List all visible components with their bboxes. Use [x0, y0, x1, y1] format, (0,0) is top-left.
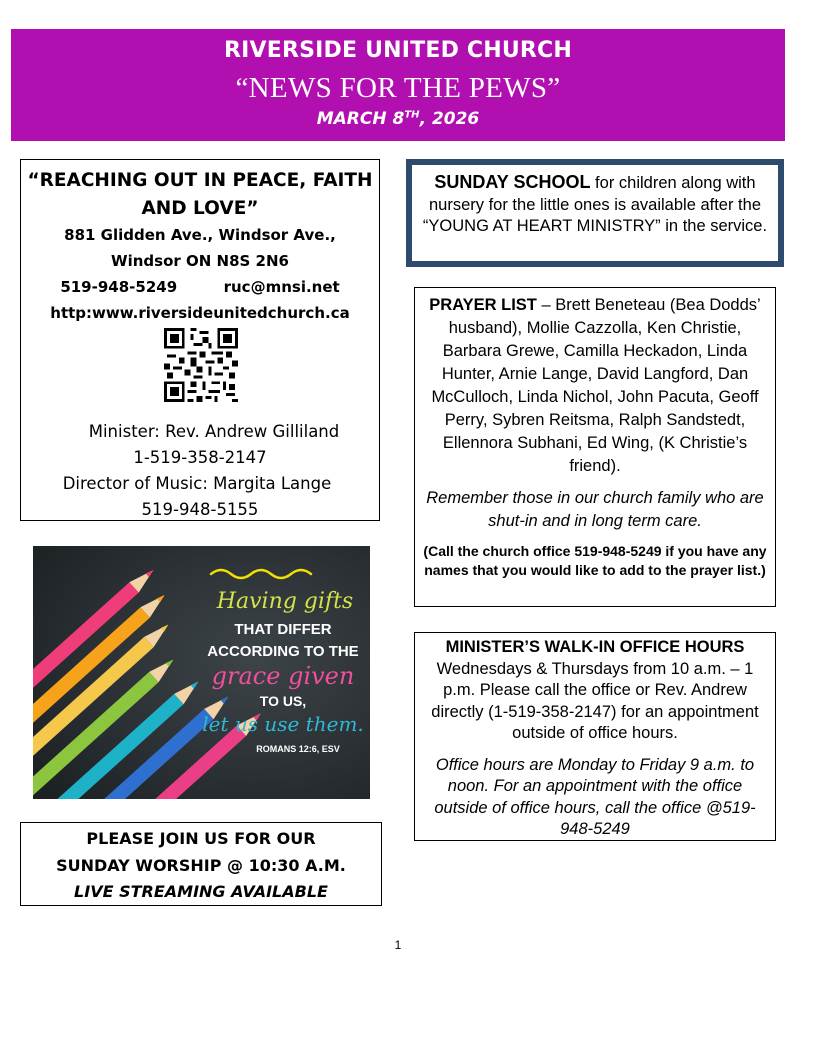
verse-line-1: Having gifts	[216, 589, 354, 614]
phone-email-row	[21, 278, 379, 296]
page-number: 1	[394, 938, 402, 952]
prayer-list-names-paragraph	[423, 294, 767, 478]
verse-line-6: let us use them.	[202, 712, 364, 736]
music-director-phone: 519-948-5155	[141, 500, 259, 519]
prayer-list-names: – Brett Beneteau (Bea Dodds’ husband), Mollie Cazzolla, Ken Christie, Barbara Grewe, Camilla Heckadon, Linda Hunter, Arnie Lange, David Langford, Dan McCulloch, Linda Nichol, John Pacuta, Geoff Perry, Sybren Reitsma, Ralph Sandstedt, Ellennora Subhani, Ed Wing, (K Christie’s friend).	[431, 296, 761, 475]
minister-phone: 1-519-358-2147	[133, 448, 267, 467]
worship-line-2: SUNDAY WORSHIP @ 10:30 A.M.	[56, 855, 346, 875]
worship-line-1: PLEASE JOIN US FOR OUR	[86, 829, 316, 848]
prayer-list-heading: PRAYER LIST	[429, 296, 537, 314]
office-hours-heading: MINISTER’S WALK-IN OFFICE HOURS	[445, 638, 745, 656]
church-phone: 519-948-5249	[60, 278, 178, 296]
verse-line-5: TO US,	[259, 693, 307, 709]
sunday-school-heading: SUNDAY SCHOOL	[434, 172, 591, 192]
verse-line-2: THAT DIFFER	[234, 621, 332, 638]
sunday-school-box	[406, 159, 784, 267]
church-website[interactable]: http:www.riversideunitedchurch.ca	[50, 304, 350, 322]
prayer-list-remember: Remember those in our church family who are shut-in and in long term care.	[426, 489, 764, 530]
office-hours-text: Wednesdays & Thursdays from 10 a.m. – 1 p.m. Please call the office or Rev. Andrew directly (1-519-358-2147) for an appointment outside of office hours.	[431, 659, 759, 742]
music-director: Director of Music: Margita Lange	[62, 474, 332, 493]
newsletter-title: “NEWS FOR THE PEWS”	[235, 72, 561, 104]
verse-reference: ROMANS 12:6, ESV	[256, 744, 340, 754]
worship-box	[20, 822, 382, 906]
qr-code-icon[interactable]	[164, 328, 238, 402]
prayer-list-box	[414, 287, 776, 607]
office-hours-box	[414, 632, 776, 841]
worship-line-3: LIVE STREAMING AVAILABLE	[74, 882, 328, 901]
verse-line-4: grace given	[211, 662, 355, 690]
church-email[interactable]: ruc@mnsi.net	[223, 278, 340, 296]
bible-verse-image	[33, 546, 370, 799]
verse-line-3: ACCORDING TO THE	[207, 643, 359, 660]
newsletter-header	[11, 29, 785, 141]
sunday-school-text: for children along with nursery for the little ones is available after the “YOUNG AT HEART MINISTRY” in the service.	[422, 174, 768, 235]
address-line-1: 881 Glidden Ave., Windsor Ave.,	[64, 226, 336, 244]
minister-name: Minister: Rev. Andrew Gilliland	[88, 422, 340, 441]
office-hours-note: Office hours are Monday to Friday 9 a.m. to noon. For an appointment with the office outside of office hours, call the office @519-948-5249	[434, 755, 756, 838]
church-motto: “REACHING OUT IN PEACE, FAITH AND LOVE”	[27, 170, 373, 219]
newsletter-date: MARCH 8TH, 2026	[316, 109, 480, 129]
church-name: RIVERSIDE UNITED CHURCH	[223, 38, 573, 63]
prayer-list-call-note: (Call the church office 519-948-5249 if you have any names that you would like to add to the prayer list.)	[423, 543, 767, 578]
address-line-2: Windsor ON N8S 2N6	[111, 252, 289, 270]
